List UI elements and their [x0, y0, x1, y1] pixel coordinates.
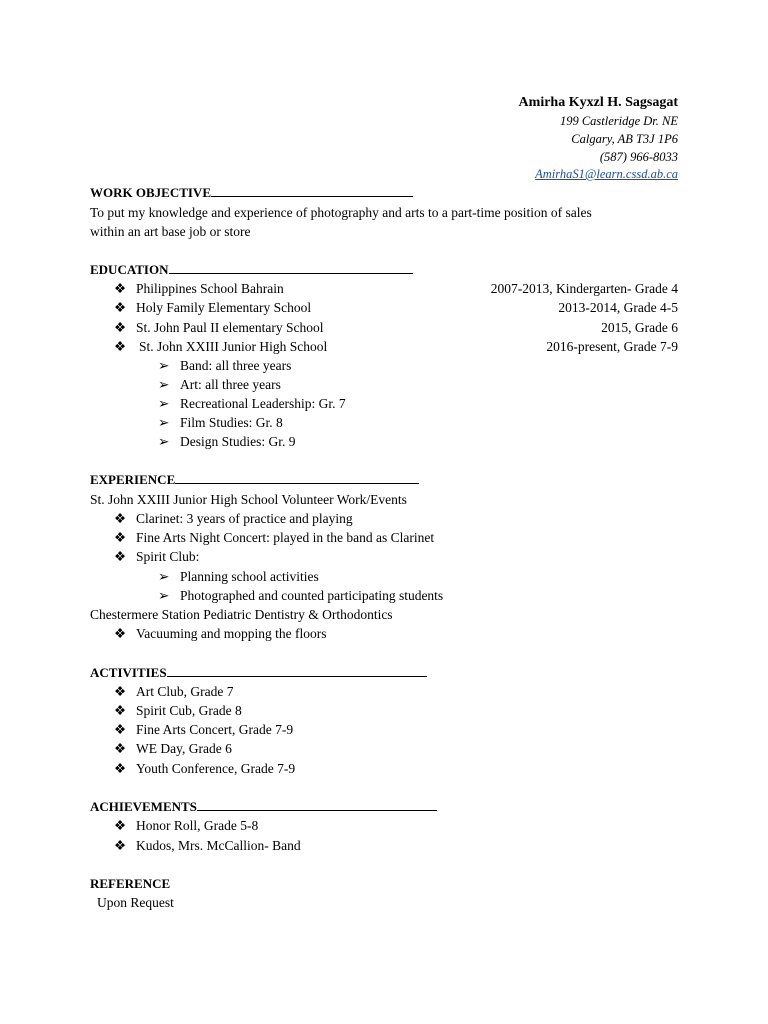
list-item: ➢ Design Studies: Gr. 9: [158, 434, 296, 449]
school-name: St. John Paul II elementary School: [136, 320, 324, 335]
applicant-name: Amirha Kyxzl H. Sagsagat: [518, 95, 678, 110]
list-item: ❖ Spirit Club:: [114, 549, 200, 564]
diamond-bullet-icon: ❖: [114, 300, 127, 315]
school-name: Holy Family Elementary School: [136, 300, 312, 315]
reference-heading: REFERENCE: [90, 876, 171, 891]
diamond-bullet-icon: ❖: [114, 818, 127, 833]
diamond-bullet-icon: ❖: [114, 741, 127, 756]
list-item: ➢ Art: all three years: [158, 377, 281, 392]
diamond-bullet-icon: ❖: [114, 281, 127, 296]
list-item: ❖ Honor Roll, Grade 5-8: [114, 818, 259, 833]
school-period: 2016-present, Grade 7-9: [546, 339, 678, 354]
diamond-bullet-icon: ❖: [114, 549, 127, 564]
list-item: ➢ Planning school activities: [158, 569, 319, 584]
arrow-bullet-icon: ➢: [158, 434, 170, 449]
list-item: ❖ Fine Arts Concert, Grade 7-9: [114, 722, 294, 737]
diamond-bullet-icon: ❖: [114, 838, 127, 853]
experience-org: Chestermere Station Pediatric Dentistry & Orthodontics: [90, 607, 393, 622]
list-item: ❖ Youth Conference, Grade 7-9: [114, 761, 296, 776]
list-item: ❖ Spirit Cub, Grade 8: [114, 703, 242, 718]
list-item: ❖ Kudos, Mrs. McCallion- Band: [114, 838, 301, 853]
address-line-2: Calgary, AB T3J 1P6: [571, 132, 678, 146]
arrow-bullet-icon: ➢: [158, 358, 170, 373]
list-item: ➢ Recreational Leadership: Gr. 7: [158, 396, 346, 411]
school-period: 2007-2013, Kindergarten- Grade 4: [490, 281, 678, 296]
objective-text-line-2: within an art base job or store: [90, 224, 251, 239]
diamond-bullet-icon: ❖: [114, 626, 127, 641]
diamond-bullet-icon: ❖: [114, 530, 127, 545]
list-item: ❖ Clarinet: 3 years of practice and playing: [114, 511, 353, 526]
arrow-bullet-icon: ➢: [158, 569, 170, 584]
arrow-bullet-icon: ➢: [158, 396, 170, 411]
address-line-1: 199 Castleridge Dr. NE: [559, 114, 678, 128]
arrow-bullet-icon: ➢: [158, 588, 170, 603]
list-item: ➢ Film Studies: Gr. 8: [158, 415, 283, 430]
list-item: ➢ Band: all three years: [158, 358, 292, 373]
list-item: ➢ Photographed and counted participating students: [158, 588, 444, 603]
phone-number: (587) 966-8033: [599, 150, 678, 164]
activities-heading: ACTIVITIES: [90, 663, 427, 682]
diamond-bullet-icon: ❖: [114, 320, 127, 335]
objective-heading: WORK OBJECTIVE: [90, 183, 413, 202]
diamond-bullet-icon: ❖: [114, 761, 127, 776]
list-item: ❖ WE Day, Grade 6: [114, 741, 232, 756]
education-heading: EDUCATION: [90, 260, 413, 279]
reference-text: Upon Request: [97, 895, 174, 910]
arrow-bullet-icon: ➢: [158, 377, 170, 392]
diamond-bullet-icon: ❖: [114, 339, 127, 354]
diamond-bullet-icon: ❖: [114, 703, 127, 718]
diamond-bullet-icon: ❖: [114, 722, 127, 737]
diamond-bullet-icon: ❖: [114, 684, 127, 699]
school-name: Philippines School Bahrain: [136, 281, 284, 296]
objective-text-line-1: To put my knowledge and experience of photography and arts to a part-time position of sales: [90, 205, 592, 220]
experience-heading: EXPERIENCE: [90, 470, 419, 489]
list-item: ❖ Fine Arts Night Concert: played in the band as Clarinet: [114, 530, 435, 545]
arrow-bullet-icon: ➢: [158, 415, 170, 430]
school-period: 2015, Grade 6: [601, 320, 678, 335]
list-item: ❖ Vacuuming and mopping the floors: [114, 626, 327, 641]
email-link[interactable]: AmirhaS1@learn.cssd.ab.ca: [535, 167, 678, 181]
school-name: St. John XXIII Junior High School: [139, 339, 328, 354]
achievements-heading: ACHIEVEMENTS: [90, 797, 437, 816]
diamond-bullet-icon: ❖: [114, 511, 127, 526]
experience-org: St. John XXIII Junior High School Volunteer Work/Events: [90, 492, 407, 507]
list-item: ❖ Art Club, Grade 7: [114, 684, 234, 699]
school-period: 2013-2014, Grade 4-5: [558, 300, 678, 315]
